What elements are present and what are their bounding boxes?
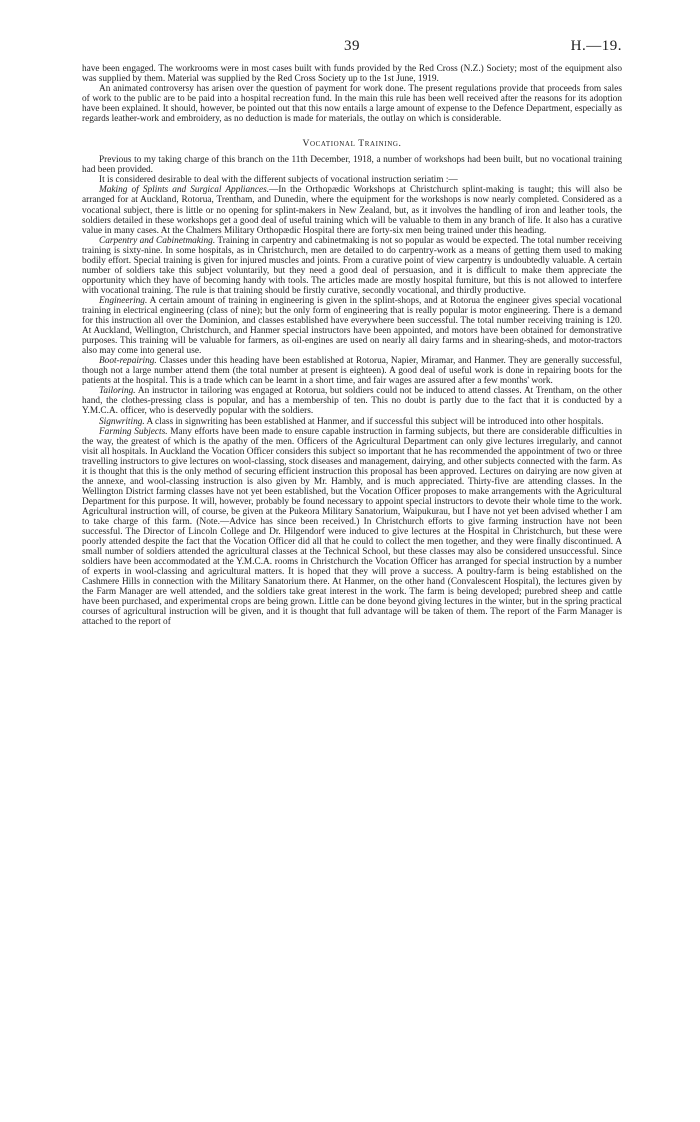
section-heading: Vocational Training. [302,138,402,150]
paragraph-subhead: Carpentry and Cabinetmaking. [99,235,216,246]
paragraph-text: A certain amount of training in engineering is given in the splint-shops, and at Rotorua the engineer gives special vocational training in electrical engineering (class of nine); but the only form of engineering that is really popular is motor engineering. There is a demand for this instruction all over the Dominion, and classes established have everywhere been successful. The total number receiving training is 120. At Auckland, Wellington, Christchurch, and Hanmer special instructors have been appointed, and motors have been obtained for demonstrative purposes. This training will be valuable for farmers, as oil-engines are used on nearly all dairy farms and in shearing-sheds, and motor-tractors also may come into general use. [82,295,622,357]
section-paragraph [82,175,622,185]
paragraph-subhead: Tailoring. [99,386,136,397]
section-paragraph [82,417,622,427]
page-header [82,38,622,64]
paragraph-subhead: Boot-repairing. [99,356,157,367]
paragraph-text: Training in carpentry and cabinetmaking is not so popular as would be expected. The total number receiving training is sixty-nine. In some hospitals, as in Christchurch, men are detailed to do carpentry-work as a means of getting them used to making bodily effort. Special training is given for injured muscles and joints. From a curative point of view carpentry is undoubtedly valuable. A certain number of soldiers take this subject voluntarily, but they need a good deal of persuasion, and it is difficult to make them appreciate the opportunity which they have of becoming handy with tools. The articles made are mostly hospital furniture, but this is not allowed to interfere with vocational training. The rule is that training should be firstly curative, secondly vocational, and thirdly productive. [82,235,622,296]
paragraph-subhead: Farming Subjects. [99,426,168,437]
paragraph-text: A class in signwriting has been established at Hanmer, and if successful this subject will be introduced into other hospitals. [144,416,604,427]
section-paragraph [82,386,622,416]
section-paragraph [82,155,622,175]
section-paragraph [82,236,622,296]
paragraph-text: Many efforts have been made to ensure capable instruction in farming subjects, but there are considerable difficulties in the way, the greatest of which is the apathy of the men. Officers of the Agricultural Department can only give lectures irregularly, and cannot visit all hospitals. In Auckland the Vocation Officer considers this subject so important that he has recommended the appointment of two or three travelling instructors to give lectures on wool-classing, stock diseases and management, dairying, and other subjects connected with the farm. As it is thought that this is the only method of securing efficient instruction this proposal has been approved. Lectures on dairying are now given at the annexe, and wool-classing instruction is also given by Mr. Hambly, and is much appreciated. Thirty-five are attending classes. In the Wellington District farming classes have not yet been established, but the Vocation Officer proposes to make arrangements with the Agricultural Department for this purpose. It will, however, probably be found necessary to appoint special instructors to devote their whole time to the work. Agricultural instruction will, of course, be given at the Pukeora Military Sanatorium, Waipukurau, but I have not yet been advised whether I am to take charge of this farm. (Note.—Advice has since been received.) In Christchurch efforts to give farming instruction have not been successful. The Director of Lincoln College and Dr. Hilgendorf were induced to give lectures at the Hospital in Christchurch, but these were poorly attended despite the fact that the Vocation Officer did all that he could to collect the men together, and they were finally discontinued. A small number of soldiers attended the agricultural classes at the Technical School, but these classes may also be considered unsuccessful. Since soldiers have been accommodated at the Y.M.C.A. rooms in Christchurch the Vocation Officer has arranged for special instruction by a number of experts in wool-classing and agricultural matters. It is hoped that they will prove a success. A poultry-farm is being established on the Cashmere Hills in connection with the Military Sanatorium there. At Hanmer, on the other hand (Convalescent Hospital), the lectures given by the Farm Manager are well attended, and the soldiers take great interest in the work. The farm is being developed; purebred sheep and cattle have been purchased, and experimental crops are being grown. Little can be done beyond giving lectures in the winter, but in the spring practical courses of agricultural instruction will be given, and it is thought that full advantage will be taken of them. The report of the Farm Manager is attached to the report of [82,426,623,628]
section-paragraph [82,356,622,386]
paragraph-text: It is considered desirable to deal with the different subjects of vocational instruction seriatim :— [99,175,458,186]
paragraph-text: Classes under this heading have been established at Rotorua, Napier, Miramar, and Hanmer. They are generally successful, though not a large number attend them (the total number at present is eighteen). A good deal of useful work is done in repairing boots for the patients at the hospital. This is a trade which can be learnt in a short time, and fair wages are assured after a few months' work. [82,356,622,387]
section-paragraph [82,296,622,356]
report-reference: H.—19. [570,38,622,54]
section-paragraph [82,427,622,628]
paragraph-text: —In the Orthopædic Workshops at Christchurch splint-making is taught; this will also be arranged for at Auckland, Rotorua, Trentham, and Dunedin, where the equipment for the workshops is now nearly completed. Considered as a vocational subject, there is little or no opening for splint-makers in New Zealand, but, as it involves the handling of iron and leather tools, the soldiers detailed in these workshops get a good deal of useful training which will be valuable to them in any branch of life. It also has a curative value in many cases. At the Chalmers Military Orthopædic Hospital there are forty-six men being trained under this heading. [82,185,622,236]
section-paragraph [82,185,622,235]
page-number: 39 [344,38,360,54]
paragraph-subhead: Signwriting. [99,416,145,427]
intro-paragraph: have been engaged. The workrooms were in most cases built with funds provided by the Red Cross (N.Z.) Society; most of the equipment also was supplied by them. Material was supplied by the Red Cross Society up to the 1st June, 1919. [82,64,622,85]
paragraph-text: An instructor in tailoring was engaged at Rotorua, but soldiers could not be induced to attend classes. At Trentham, on the other hand, the clothes-pressing class is popular, and has a membership of ten. This no doubt is partly due to the fact that it is conducted by a Y.M.C.A. officer, who is deservedly popular with the soldiers. [82,386,622,417]
body-text [82,64,622,627]
paragraph-subhead: Engineering. [99,295,148,306]
paragraph-text: Previous to my taking charge of this branch on the 11th December, 1918, a number of workshops had been built, but no vocational training had been provided. [82,155,622,176]
paragraph-subhead: Making of Splints and Surgical Appliances. [99,185,270,196]
intro-paragraph: An animated controversy has arisen over the question of payment for work done. The present regulations provide that proceeds from sales of work to the public are to be paid into a hospital recreation fund. In the main this rule has been well received after the reasons for its adoption have been explained. It should, however, be pointed out that this now entails a large amount of expense to the Defence Department, especially as regards leather-work and embroidery, as no deduction is made for materials, the outlay on which is considerable. [82,84,622,125]
